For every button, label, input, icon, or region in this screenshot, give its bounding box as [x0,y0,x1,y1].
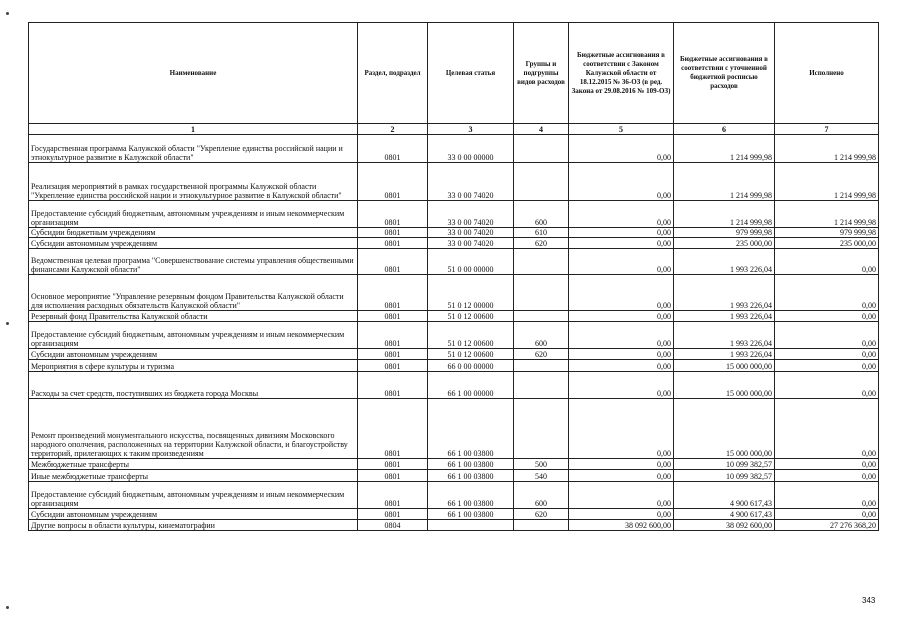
table-row [29,249,879,275]
row-executed: 0,00 [775,311,879,322]
header-budget-law: Бюджетные ассигнования в соответствии с Законом Калужской области от 18.12.2015 № 36-ОЗ (в ред. Закона от 29.08.2016 № 109-ОЗ) [569,23,674,124]
row-section: 0801 [358,349,428,360]
header-groups: Группы и подгруппы видов расходов [514,23,569,124]
row-budget-law: 0,00 [569,238,674,249]
row-executed: 1 214 999,98 [775,135,879,163]
row-target: 33 0 00 74020 [428,228,514,238]
row-section: 0801 [358,509,428,520]
row-section: 0804 [358,520,428,531]
row-group: 620 [514,349,569,360]
row-budget-refined: 1 993 226,04 [674,249,775,275]
row-name: Субсидии автономным учреждениям [29,509,358,520]
row-group [514,372,569,399]
row-group [514,360,569,372]
row-executed: 0,00 [775,482,879,509]
header-executed: Исполнено [775,23,879,124]
table-row [29,238,879,249]
table-row [29,372,879,399]
row-budget-law: 38 092 600,00 [569,520,674,531]
row-budget-law: 0,00 [569,135,674,163]
row-section: 0801 [358,322,428,349]
row-budget-refined: 235 000,00 [674,238,775,249]
row-name: Предоставление субсидий бюджетным, автономным учреждениям и иным некоммерческим организациям [29,201,358,228]
row-target: 66 1 00 03800 [428,399,514,459]
row-budget-law: 0,00 [569,275,674,311]
row-budget-refined: 10 099 382,57 [674,470,775,482]
table-row [29,349,879,360]
column-number: 2 [358,124,428,135]
row-executed: 0,00 [775,275,879,311]
row-group: 540 [514,470,569,482]
header-section: Раздел, подраздел [358,23,428,124]
row-budget-law: 0,00 [569,509,674,520]
column-number: 3 [428,124,514,135]
table-row [29,399,879,459]
row-budget-refined: 1 993 226,04 [674,322,775,349]
row-executed: 0,00 [775,349,879,360]
row-budget-refined: 1 993 226,04 [674,275,775,311]
row-executed: 1 214 999,98 [775,163,879,201]
row-executed: 1 214 999,98 [775,201,879,228]
row-budget-law: 0,00 [569,228,674,238]
row-budget-law: 0,00 [569,311,674,322]
row-target: 51 0 12 00600 [428,311,514,322]
row-section: 0801 [358,360,428,372]
row-target: 51 0 12 00600 [428,322,514,349]
table-row [29,135,879,163]
row-name: Субсидии автономным учреждениям [29,238,358,249]
row-executed: 0,00 [775,372,879,399]
row-executed: 0,00 [775,470,879,482]
row-budget-refined: 15 000 000,00 [674,372,775,399]
row-name: Расходы за счет средств, поступивших из бюджета города Москвы [29,372,358,399]
row-section: 0801 [358,399,428,459]
row-budget-refined: 1 993 226,04 [674,349,775,360]
table-row [29,163,879,201]
row-target: 66 1 00 03800 [428,459,514,470]
column-number: 1 [29,124,358,135]
row-executed: 0,00 [775,399,879,459]
row-section: 0801 [358,372,428,399]
row-budget-law: 0,00 [569,163,674,201]
table-row [29,520,879,531]
row-name: Предоставление субсидий бюджетным, автономным учреждениям и иным некоммерческим организациям [29,482,358,509]
row-section: 0801 [358,482,428,509]
table-row [29,459,879,470]
row-budget-law: 0,00 [569,372,674,399]
row-budget-law: 0,00 [569,459,674,470]
table-row [29,509,879,520]
column-number: 6 [674,124,775,135]
header-row [29,23,879,124]
budget-table [28,22,879,531]
row-name: Основное мероприятие "Управление резервным фондом Правительства Калужской области для исполнения расходных обязательств Калужской области" [29,275,358,311]
row-name: Мероприятия в сфере культуры и туризма [29,360,358,372]
table-row [29,322,879,349]
table-row [29,482,879,509]
row-section: 0801 [358,228,428,238]
row-group: 620 [514,238,569,249]
row-budget-refined: 1 214 999,98 [674,163,775,201]
table-body [29,135,879,531]
row-section: 0801 [358,470,428,482]
header-name: Наименование [29,23,358,124]
row-name: Межбюджетные трансферты [29,459,358,470]
row-group [514,399,569,459]
row-budget-refined: 15 000 000,00 [674,399,775,459]
row-executed: 0,00 [775,459,879,470]
row-target: 33 0 00 00000 [428,135,514,163]
row-target: 33 0 00 74020 [428,201,514,228]
row-group [514,275,569,311]
row-name: Предоставление субсидий бюджетным, автономным учреждениям и иным некоммерческим организациям [29,322,358,349]
row-budget-law: 0,00 [569,360,674,372]
row-target: 33 0 00 74020 [428,238,514,249]
column-number: 7 [775,124,879,135]
binding-mark [6,322,9,325]
row-section: 0801 [358,275,428,311]
row-budget-law: 0,00 [569,399,674,459]
header-target: Целевая статья [428,23,514,124]
row-name: Субсидии автономным учреждениям [29,349,358,360]
row-budget-refined: 10 099 382,57 [674,459,775,470]
row-budget-refined: 4 900 617,43 [674,482,775,509]
row-group: 620 [514,509,569,520]
row-budget-law: 0,00 [569,201,674,228]
table-row [29,360,879,372]
row-section: 0801 [358,459,428,470]
row-target: 66 1 00 00000 [428,372,514,399]
table-row [29,228,879,238]
row-group: 600 [514,201,569,228]
table-row [29,470,879,482]
row-target [428,520,514,531]
row-budget-refined: 15 000 000,00 [674,360,775,372]
page-number: 343 [862,596,876,605]
row-target: 51 0 00 00000 [428,249,514,275]
row-budget-law: 0,00 [569,349,674,360]
row-executed: 27 276 368,20 [775,520,879,531]
column-number: 4 [514,124,569,135]
row-budget-law: 0,00 [569,470,674,482]
row-budget-refined: 38 092 600,00 [674,520,775,531]
row-budget-refined: 1 214 999,98 [674,135,775,163]
row-executed: 979 999,98 [775,228,879,238]
row-section: 0801 [358,311,428,322]
row-group [514,163,569,201]
row-executed: 0,00 [775,249,879,275]
row-name: Резервный фонд Правительства Калужской области [29,311,358,322]
row-budget-refined: 4 900 617,43 [674,509,775,520]
binding-mark [6,12,9,15]
row-name: Реализация мероприятий в рамках государственной программы Калужской области "Укрепление единства российской нации и этнокультурное развитие в Калужской области" [29,163,358,201]
row-executed: 0,00 [775,509,879,520]
row-group [514,249,569,275]
row-executed: 235 000,00 [775,238,879,249]
column-number: 5 [569,124,674,135]
row-group: 500 [514,459,569,470]
row-group [514,520,569,531]
row-group [514,311,569,322]
row-name: Ведомственная целевая программа "Совершенствование системы управления общественными финансами Калужской области" [29,249,358,275]
row-budget-refined: 1 214 999,98 [674,201,775,228]
row-target: 66 1 00 03800 [428,509,514,520]
row-budget-refined: 1 993 226,04 [674,311,775,322]
row-section: 0801 [358,135,428,163]
row-name: Другие вопросы в области культуры, кинематографии [29,520,358,531]
row-group: 600 [514,322,569,349]
row-section: 0801 [358,238,428,249]
table-row [29,275,879,311]
row-name: Субсидии бюджетным учреждениям [29,228,358,238]
row-target: 66 1 00 03800 [428,482,514,509]
column-number-row [29,124,879,135]
row-budget-law: 0,00 [569,249,674,275]
table-row [29,201,879,228]
row-group: 600 [514,482,569,509]
row-group [514,135,569,163]
row-budget-refined: 979 999,98 [674,228,775,238]
table-row [29,311,879,322]
binding-mark [6,606,9,609]
row-group: 610 [514,228,569,238]
row-target: 51 0 12 00600 [428,349,514,360]
row-section: 0801 [358,249,428,275]
row-budget-law: 0,00 [569,322,674,349]
row-section: 0801 [358,163,428,201]
header-budget-refined: Бюджетные ассигнования в соответствии с уточненной бюджетной росписью расходов [674,23,775,124]
row-target: 51 0 12 00000 [428,275,514,311]
row-name: Государственная программа Калужской области "Укрепление единства российской нации и этнокультурное развитие в Калужской области" [29,135,358,163]
row-name: Ремонт произведений монументального искусства, посвященных дивизиям Московского народного ополчения, расположенных на территории Калужской области, и благоустройству территорий, прилегающих к таким произведениям [29,399,358,459]
row-executed: 0,00 [775,360,879,372]
row-budget-law: 0,00 [569,482,674,509]
row-target: 66 0 00 00000 [428,360,514,372]
row-executed: 0,00 [775,322,879,349]
row-section: 0801 [358,201,428,228]
row-target: 33 0 00 74020 [428,163,514,201]
row-target: 66 1 00 03800 [428,470,514,482]
row-name: Иные межбюджетные трансферты [29,470,358,482]
